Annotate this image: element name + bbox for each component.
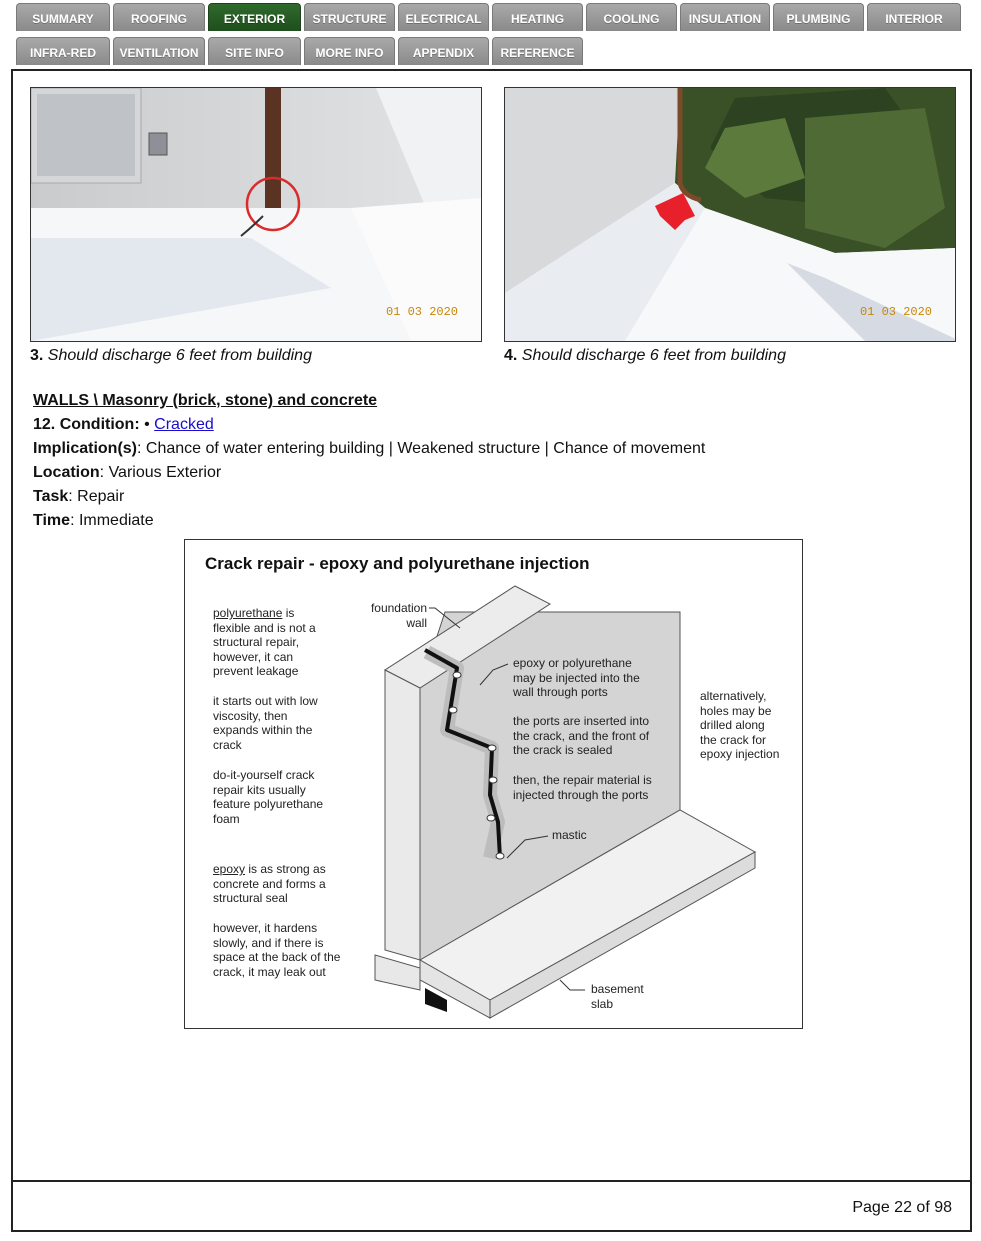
note-inject: epoxy or polyurethane may be injected into the wall through ports (513, 656, 640, 700)
tab-structure[interactable]: STRUCTURE (304, 3, 395, 31)
tab-roofing[interactable]: ROOFING (113, 3, 205, 31)
tab-appendix[interactable]: APPENDIX (398, 37, 489, 65)
note-hardens: however, it hardens slowly, and if there is space at the back of the crack, it may leak out (213, 921, 341, 979)
photo-caption-4: 4. Should discharge 6 feet from building (504, 347, 786, 364)
photo-date-stamp: 01 03 2020 (860, 305, 933, 319)
tab-ventilation[interactable]: VENTILATION (113, 37, 205, 65)
condition-link-cracked[interactable]: Cracked (154, 416, 214, 433)
tab-electrical[interactable]: ELECTRICAL (398, 3, 489, 31)
note-alternatively: alternatively, holes may be drilled along the crack for epoxy injection (700, 689, 780, 762)
label-mastic: mastic (552, 828, 587, 842)
tab-plumbing[interactable]: PLUMBING (773, 3, 864, 31)
tab-infra-red[interactable]: INFRA-RED (16, 37, 110, 65)
condition-line: 12. Condition: • Cracked (33, 416, 214, 433)
tab-exterior[interactable]: EXTERIOR (208, 3, 301, 31)
tab-interior[interactable]: INTERIOR (867, 3, 961, 31)
photo-downspout-1[interactable] (30, 87, 482, 342)
tab-summary[interactable]: SUMMARY (16, 3, 110, 31)
note-diy: do-it-yourself crack repair kits usually feature polyurethane foam (213, 768, 324, 826)
time-line: Time: Immediate (33, 512, 154, 529)
photo-caption-3: 3. Should discharge 6 feet from building (30, 347, 312, 364)
crack-repair-diagram (184, 539, 803, 1029)
tab-bar-top (16, 3, 961, 31)
note-viscosity: it starts out with low viscosity, then expands within the crack (213, 694, 318, 752)
tab-more-info[interactable]: MORE INFO (304, 37, 395, 65)
photo-downspout-2[interactable] (504, 87, 956, 342)
note-polyurethane: polyurethane is flexible and is not a structural repair, however, it can prevent leakage (213, 606, 316, 679)
report-page-frame (11, 69, 972, 1232)
tab-heating[interactable]: HEATING (492, 3, 583, 31)
location-line: Location: Various Exterior (33, 464, 222, 481)
note-epoxy: epoxy is as strong as concrete and forms a structural seal (213, 862, 326, 906)
task-line: Task: Repair (33, 488, 125, 505)
page-number: Page 22 of 98 (852, 1199, 952, 1216)
label-basement-slab: basement slab (591, 982, 644, 1011)
tab-cooling[interactable]: COOLING (586, 3, 677, 31)
tab-site-info[interactable]: SITE INFO (208, 37, 301, 65)
label-foundation-wall: foundation wall (370, 601, 427, 630)
section-title: WALLS \ Masonry (brick, stone) and concrete (33, 392, 378, 409)
implications-line: Implication(s): Chance of water entering building | Weakened structure | Chance of movement (33, 440, 706, 457)
diagram-title: Crack repair - epoxy and polyurethane injection (205, 554, 590, 573)
footer-divider (13, 1180, 970, 1182)
note-ports: the ports are inserted into the crack, and the front of the crack is sealed (513, 714, 650, 758)
tab-bar-bottom (16, 37, 583, 65)
tab-insulation[interactable]: INSULATION (680, 3, 770, 31)
photo-date-stamp: 01 03 2020 (386, 305, 459, 319)
note-repair: then, the repair material is injected through the ports (513, 773, 652, 802)
tab-reference[interactable]: REFERENCE (492, 37, 583, 65)
